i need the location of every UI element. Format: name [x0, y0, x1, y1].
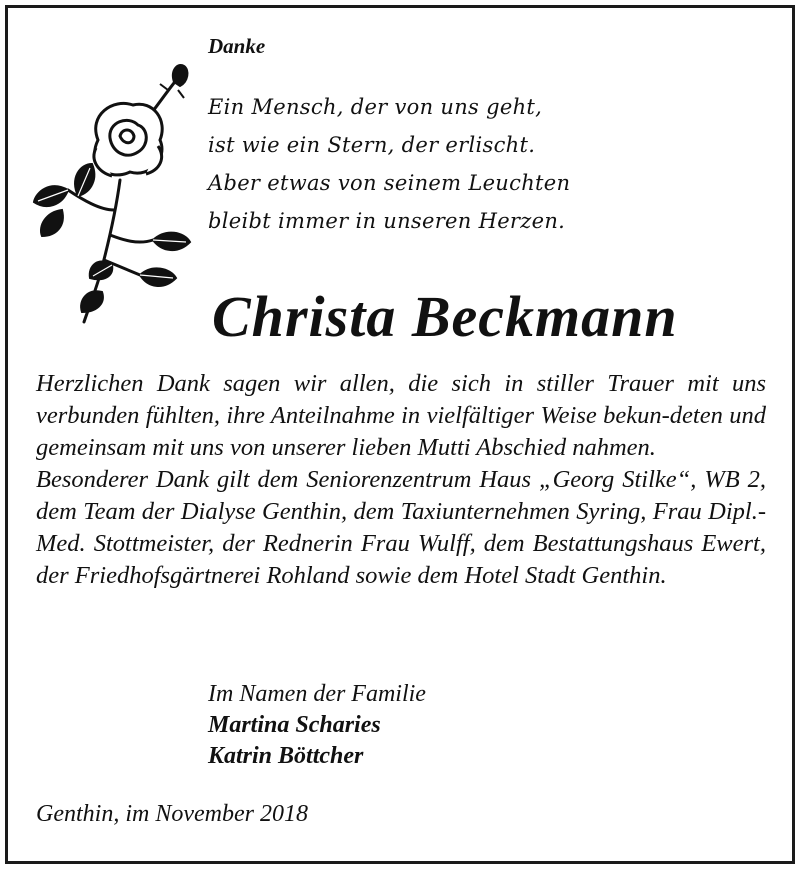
signature-intro: Im Namen der Familie	[208, 681, 426, 707]
special-thanks-paragraph: Besonderer Dank gilt dem Seniorenzentrum Haus „Georg Stilke“, WB 2, dem Team der Dialyse Genthin, dem Taxiunternehmen Syring, Frau Dipl.-Med. Stottmeister, der Rednerin Frau Wulff, dem Bestattungshaus Ewert, der Friedhofsgärtnerei Rohland sowie dem Hotel Stadt Genthin.	[36, 466, 766, 589]
signature-name: Katrin Böttcher	[208, 743, 364, 769]
poem-line: Aber etwas von seinem Leuchten	[208, 171, 571, 195]
poem	[208, 88, 570, 240]
place-date: Genthin, im November 2018	[36, 801, 308, 827]
poem-line: bleibt immer in unseren Herzen.	[208, 209, 566, 233]
poem-line: ist wie ein Stern, der erlischt.	[208, 133, 536, 157]
signature-block	[208, 679, 426, 772]
thank-you-text	[36, 368, 766, 592]
deceased-name: Christa Beckmann	[212, 284, 678, 349]
thank-you-paragraph: Herzlichen Dank sagen wir allen, die sich in stiller Trauer mit uns verbunden fühlten, ihre Anteilnahme in vielfältiger Weise bekun-deten und gemeinsam mit uns von unserer lieben Mutti Abschied nahmen.	[36, 370, 766, 461]
signature-name: Martina Scharies	[208, 712, 381, 738]
notice-heading: Danke	[208, 34, 266, 58]
rose-icon	[28, 60, 198, 325]
poem-line: Ein Mensch, der von uns geht,	[208, 95, 543, 119]
